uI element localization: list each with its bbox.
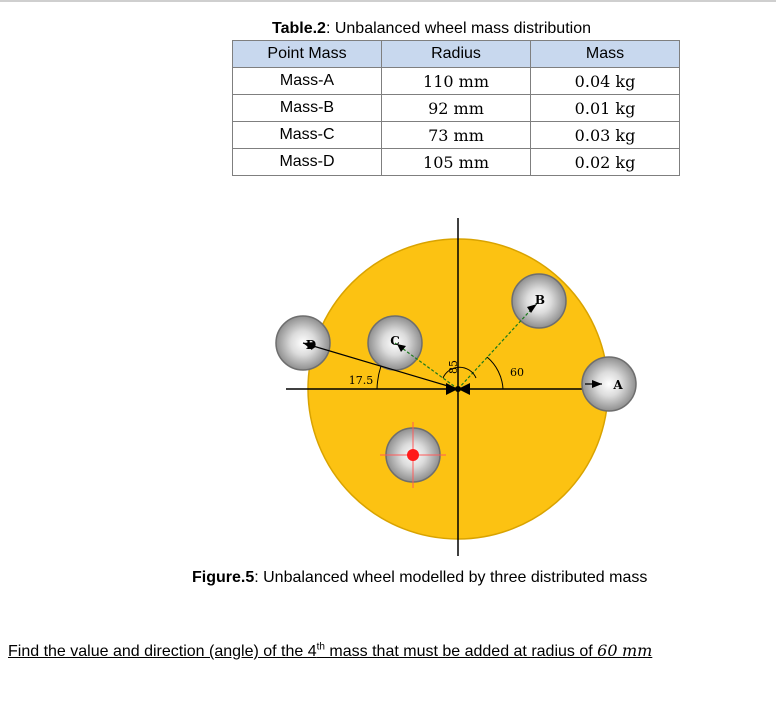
question-text-middle: mass that must be added at radius of (324, 643, 598, 660)
table-caption-text: : Unbalanced wheel mass distribution (325, 20, 591, 37)
mass-b-label: B (534, 293, 546, 307)
question-text (8, 641, 652, 661)
question-text-before: Find the value and direction (angle) of the 4 (8, 643, 317, 660)
question-radius-value: 60 (597, 641, 618, 660)
cell-radius: 110 mm (382, 68, 531, 95)
angle-label-b: 60 (510, 366, 524, 379)
mass-c-label: C (390, 334, 400, 348)
cell-mass: 0.04 kg (531, 68, 680, 95)
angle-label-d: 17.5 (348, 374, 374, 387)
header-radius: Radius (382, 41, 531, 68)
figure-caption (192, 569, 647, 587)
question-superscript: th (316, 641, 325, 653)
header-point-mass: Point Mass (233, 41, 382, 68)
cell-mass: 0.03 kg (531, 122, 680, 149)
mass-d-label: D (305, 338, 317, 352)
cell-radius: 73 mm (382, 122, 531, 149)
mass-a-label: A (613, 378, 623, 392)
cell-radius: 105 mm (382, 149, 531, 176)
figure-caption-text: : Unbalanced wheel modelled by three distributed mass (254, 569, 648, 586)
cell-point-mass: Mass-D (233, 149, 382, 176)
header-mass: Mass (531, 41, 680, 68)
table-caption-prefix: Table.2 (272, 20, 326, 37)
cell-point-mass: Mass-B (233, 95, 382, 122)
question-radius-unit: mm (621, 641, 653, 660)
cell-mass: 0.02 kg (531, 149, 680, 176)
cell-mass: 0.01 kg (531, 95, 680, 122)
cell-radius: 92 mm (382, 95, 531, 122)
cell-point-mass: Mass-C (233, 122, 382, 149)
angle-label-c: 85 (447, 360, 460, 374)
cell-point-mass: Mass-A (233, 68, 382, 95)
added-mass-marker (407, 449, 419, 461)
figure-caption-prefix: Figure.5 (192, 569, 255, 586)
